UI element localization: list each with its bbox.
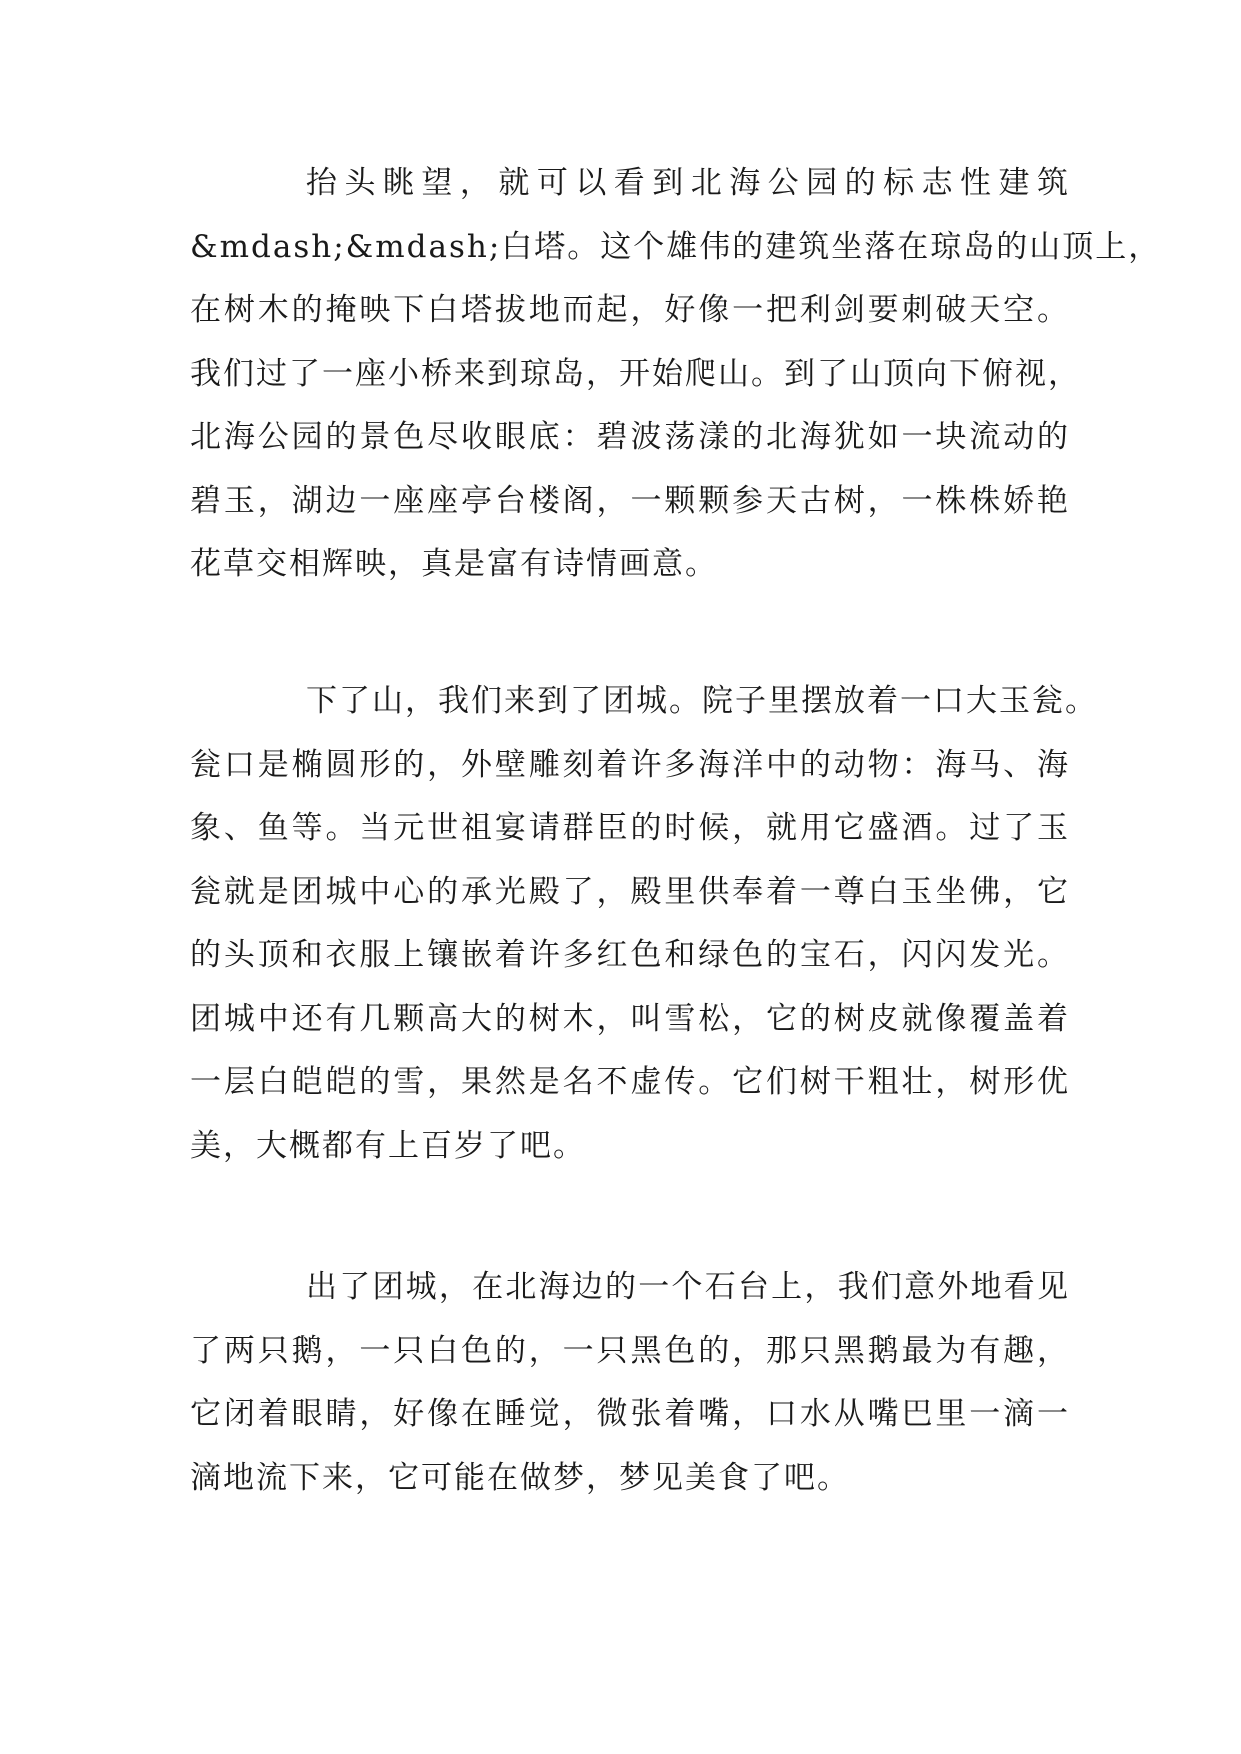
paragraph-line: 团城中还有几颗高大的树木，叫雪松，它的树皮就像覆盖着 (190, 1000, 1070, 1037)
paragraph-line: 下了山，我们来到了团城。院子里摆放着一口大玉瓮。 (306, 683, 1098, 719)
paragraph-white-pagoda (190, 152, 1162, 597)
paragraph-line: 花草交相辉映，真是富有诗情画意。 (190, 546, 718, 582)
paragraph-line: 瓮就是团城中心的承光殿了，殿里供奉着一尊白玉坐佛，它 (190, 873, 1070, 910)
paragraph-line: &mdash;&mdash;白塔。这个雄伟的建筑坐落在琼岛的山顶上， (190, 228, 1162, 265)
paragraph-line: 北海公园的景色尽收眼底：碧波荡漾的北海犹如一块流动的 (190, 419, 1070, 455)
paragraph-geese (190, 1256, 1070, 1510)
paragraph-line: 在树木的掩映下白塔拔地而起，好像一把利剑要刺破天空。 (190, 292, 1070, 328)
paragraph-line: 它闭着眼睛，好像在睡觉，微张着嘴，口水从嘴巴里一滴一 (190, 1396, 1070, 1432)
paragraph-line: 碧玉，湖边一座座亭台楼阁，一颗颗参天古树，一株株娇艳 (190, 482, 1070, 519)
paragraph-line: 一层白皑皑的雪，果然是名不虚传。它们树干粗壮，树形优 (190, 1064, 1070, 1100)
paragraph-line: 的头顶和衣服上镶嵌着许多红色和绿色的宝石，闪闪发光。 (190, 937, 1070, 973)
paragraph-line: 象、鱼等。当元世祖宴请群臣的时候，就用它盛酒。过了玉 (190, 810, 1070, 846)
paragraph-line: 滴地流下来，它可能在做梦，梦见美食了吧。 (190, 1459, 850, 1496)
paragraph-line: 抬头眺望，就可以看到北海公园的标志性建筑 (306, 165, 1070, 201)
paragraph-line: 我们过了一座小桥来到琼岛，开始爬山。到了山顶向下俯视， (190, 355, 1081, 392)
paragraph-line: 瓮口是椭圆形的，外壁雕刻着许多海洋中的动物：海马、海 (190, 746, 1070, 783)
paragraph-round-city (190, 670, 1098, 1178)
paragraph-line: 了两只鹅，一只白色的，一只黑色的，那只黑鹅最为有趣， (190, 1332, 1070, 1369)
paragraph-line: 美，大概都有上百岁了吧。 (190, 1127, 586, 1164)
paragraph-line: 出了团城，在北海边的一个石台上，我们意外地看见 (306, 1269, 1070, 1305)
